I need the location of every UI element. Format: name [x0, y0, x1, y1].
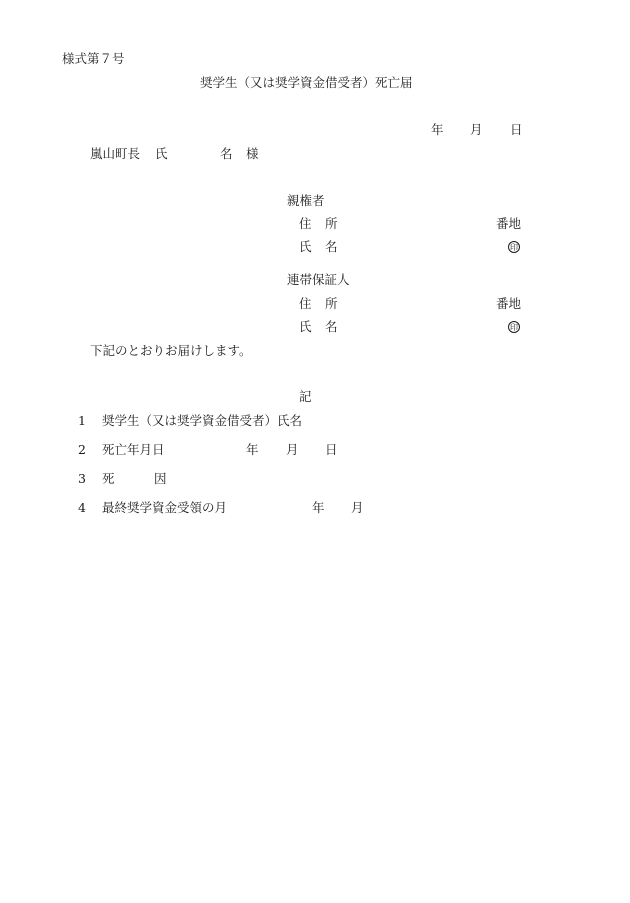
guardian-address-label-2: 所 — [325, 216, 338, 231]
guardian-address-suffix: 番地 — [496, 216, 522, 231]
date-month-label: 月 — [470, 122, 483, 137]
document-title: 奨学生（又は奨学資金借受者）死亡届 — [200, 75, 413, 90]
guarantor-heading: 連帯保証人 — [287, 272, 350, 287]
guardian-heading: 親権者 — [287, 193, 325, 208]
form-number: 様式第７号 — [62, 51, 125, 66]
guarantor-address-label-2: 所 — [325, 296, 338, 311]
guardian-address-label-1: 住 — [299, 216, 312, 231]
item-4-label: 最終奨学資金受領の月 — [102, 500, 228, 515]
item-1-label: 奨学生（又は奨学資金借受者）氏名 — [102, 413, 303, 428]
addressee-honorific: 様 — [246, 146, 259, 161]
addressee-name-label-1: 氏 — [155, 146, 168, 161]
item-4-month-label: 月 — [351, 500, 364, 515]
guardian-name-label-1: 氏 — [299, 239, 312, 254]
ki-heading: 記 — [299, 389, 312, 404]
guardian-seal-icon: 印 — [510, 243, 518, 252]
item-4-number: 4 — [78, 500, 86, 515]
guarantor-address-label-1: 住 — [299, 296, 312, 311]
guarantor-seal-icon: 印 — [510, 323, 518, 332]
guarantor-address-suffix: 番地 — [496, 296, 522, 311]
guarantor-name-label-2: 名 — [325, 319, 338, 334]
item-2-year-label: 年 — [246, 442, 259, 457]
item-2-day-label: 日 — [325, 442, 338, 457]
item-3-label-1: 死 — [102, 471, 115, 486]
item-2-label: 死亡年月日 — [102, 442, 165, 457]
guardian-name-label-2: 名 — [325, 239, 338, 254]
item-4-year-label: 年 — [312, 500, 325, 515]
item-1-number: 1 — [78, 413, 86, 428]
addressee-name-label-2: 名 — [220, 146, 233, 161]
item-2-month-label: 月 — [286, 442, 299, 457]
item-3-label-2: 因 — [154, 471, 167, 486]
date-day-label: 日 — [510, 122, 523, 137]
guarantor-name-label-1: 氏 — [299, 319, 312, 334]
addressee-office: 嵐山町長 — [90, 146, 141, 161]
item-2-number: 2 — [78, 442, 86, 457]
item-3-number: 3 — [78, 471, 86, 486]
statement: 下記のとおりお届けします。 — [90, 343, 252, 358]
date-year-label: 年 — [431, 122, 444, 137]
